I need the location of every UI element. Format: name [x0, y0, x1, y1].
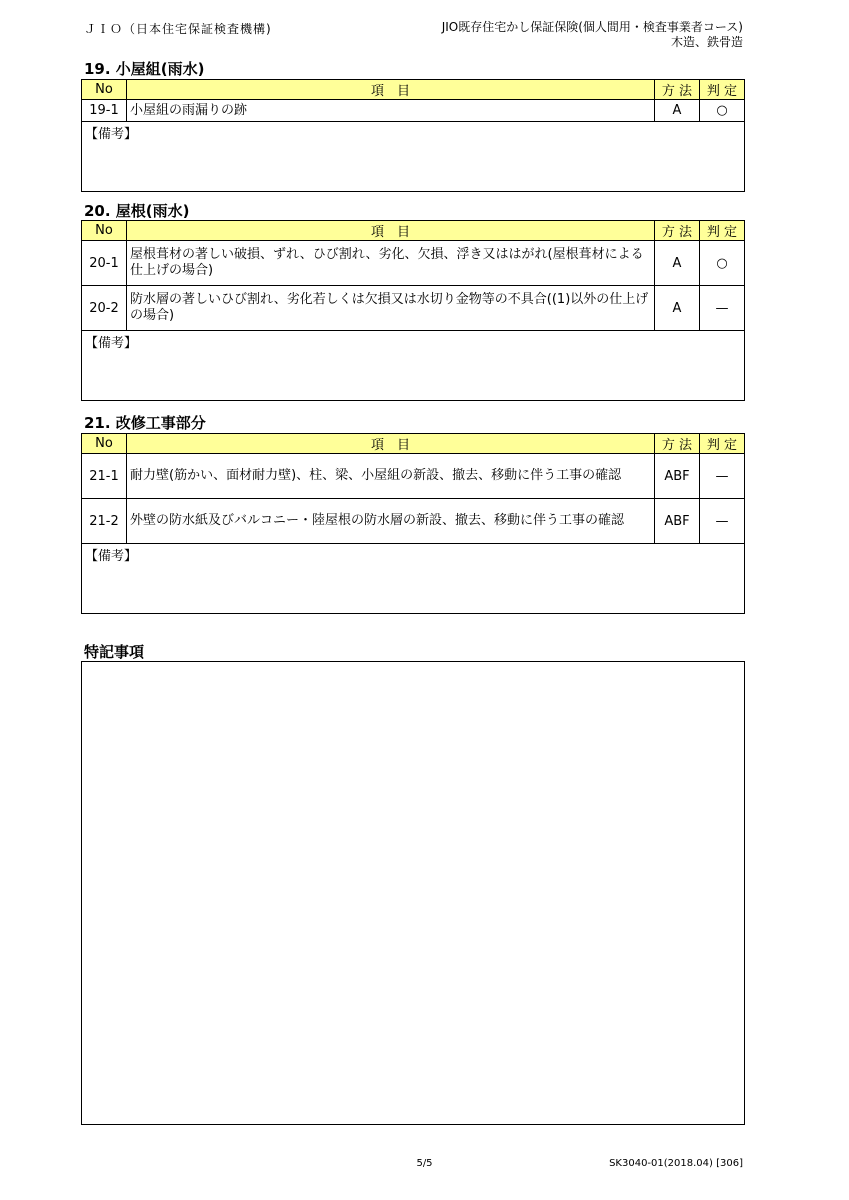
- row-item: 耐力壁(筋かい、面材耐力壁)、柱、梁、小屋組の新設、撤去、移動に伴う工事の確認: [127, 454, 655, 499]
- header-right: [442, 20, 743, 50]
- row-item: 外壁の防水紙及びバルコニー・陸屋根の防水層の新設、撤去、移動に伴う工事の確認: [127, 499, 655, 544]
- header-org: ＪＩＯ（日本住宅保証検査機構): [84, 22, 272, 36]
- row-method: A: [655, 100, 700, 122]
- remarks-row: [82, 544, 745, 614]
- remarks-row: [82, 122, 745, 192]
- row-item: 小屋組の雨漏りの跡: [127, 100, 655, 122]
- col-no-header: No: [82, 434, 127, 454]
- course-title: JIO既存住宅かし保証保険(個人間用・検査事業者コース): [441, 20, 743, 34]
- col-judge-header: 判 定: [700, 434, 745, 454]
- col-no-header: No: [82, 221, 127, 241]
- col-item-header: 項 目: [127, 221, 655, 241]
- col-method-header: 方 法: [655, 221, 700, 241]
- remarks-cell: [82, 544, 745, 614]
- table-row: [82, 100, 745, 122]
- row-no: 21-1: [82, 454, 127, 499]
- col-judge-header: 判 定: [700, 221, 745, 241]
- page-number: 5/5: [416, 1158, 433, 1169]
- row-item: 防水層の著しいひび割れ、劣化若しくは欠損又は水切り金物等の不具合((1)以外の仕上げの場合): [127, 286, 655, 331]
- special-notes-title: 特記事項: [84, 643, 145, 661]
- row-item: 屋根葺材の著しい破損、ずれ、ひび割れ、劣化、欠損、浮き又ははがれ(屋根葺材による仕上げの場合): [127, 241, 655, 286]
- table-row: [82, 241, 745, 286]
- table-header-row: [82, 221, 745, 241]
- check-table: [81, 220, 745, 401]
- row-judge: —: [700, 286, 745, 331]
- remarks-label: 【備考】: [85, 549, 138, 564]
- col-method-header: 方 法: [655, 80, 700, 100]
- row-method: ABF: [655, 499, 700, 544]
- col-item-header: 項 目: [127, 80, 655, 100]
- row-judge: —: [700, 454, 745, 499]
- remarks-row: [82, 331, 745, 401]
- row-method: ABF: [655, 454, 700, 499]
- structure-type: 木造、鉄骨造: [670, 35, 743, 49]
- row-no: 20-1: [82, 241, 127, 286]
- row-judge: ○: [700, 100, 745, 122]
- table-row: [82, 499, 745, 544]
- row-no: 21-2: [82, 499, 127, 544]
- table-row: [82, 454, 745, 499]
- section-title: 20. 屋根(雨水): [84, 202, 190, 220]
- col-no-header: No: [82, 80, 127, 100]
- section-title: 19. 小屋組(雨水): [84, 60, 205, 78]
- row-no: 19-1: [82, 100, 127, 122]
- table-row: [82, 286, 745, 331]
- col-item-header: 項 目: [127, 434, 655, 454]
- row-no: 20-2: [82, 286, 127, 331]
- col-method-header: 方 法: [655, 434, 700, 454]
- col-judge-header: 判 定: [700, 80, 745, 100]
- remarks-label: 【備考】: [85, 336, 138, 351]
- remarks-cell: [82, 122, 745, 192]
- remarks-cell: [82, 331, 745, 401]
- special-notes-box[interactable]: [81, 661, 745, 1125]
- check-table: [81, 79, 745, 192]
- form-code: SK3040-01(2018.04) [306]: [609, 1158, 743, 1169]
- row-method: A: [655, 241, 700, 286]
- section-title: 21. 改修工事部分: [84, 414, 206, 432]
- table-header-row: [82, 434, 745, 454]
- row-method: A: [655, 286, 700, 331]
- remarks-label: 【備考】: [85, 127, 138, 142]
- row-judge: ○: [700, 241, 745, 286]
- check-table: [81, 433, 745, 614]
- row-judge: —: [700, 499, 745, 544]
- table-header-row: [82, 80, 745, 100]
